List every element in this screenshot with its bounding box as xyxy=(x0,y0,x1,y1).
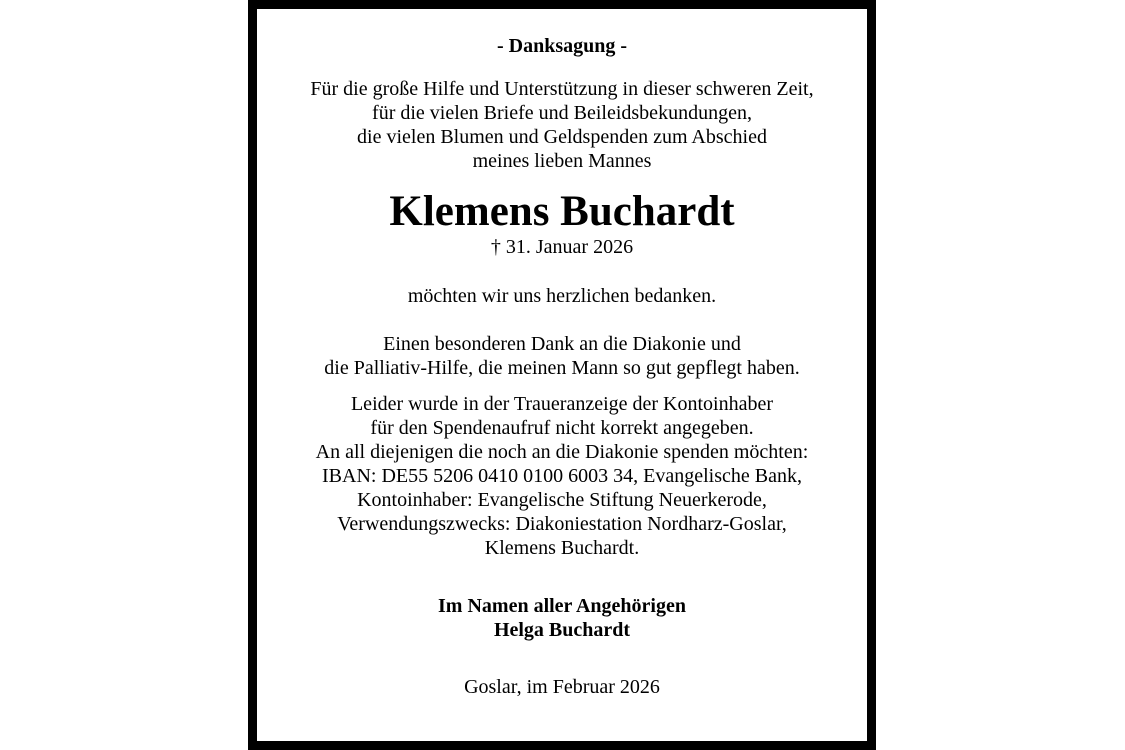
intro-line: Für die große Hilfe und Unterstützung in dieser schweren Zeit, xyxy=(310,78,814,100)
special-thanks-text xyxy=(257,332,867,380)
signature-block xyxy=(257,594,867,642)
obituary-notice xyxy=(248,0,876,750)
intro-line: für die vielen Briefe und Beileidsbekundungen, xyxy=(372,102,752,124)
thanks-text: möchten wir uns herzlichen bedanken. xyxy=(407,285,717,307)
special-thanks-line: Einen besonderen Dank an die Diakonie und xyxy=(383,333,741,355)
intro-line: die vielen Blumen und Geldspenden zum Abschied xyxy=(357,126,767,148)
notice-heading: - Danksagung - xyxy=(496,35,628,57)
notice-paper xyxy=(257,9,867,741)
correction-line: Leider wurde in der Traueranzeige der Kontoinhaber xyxy=(350,393,774,415)
intro-text xyxy=(257,77,867,173)
deceased-name: Klemens Buchardt xyxy=(389,188,735,235)
iban-line: IBAN: DE55 5206 0410 0100 6003 34, Evangelische Bank, xyxy=(322,465,802,487)
correction-text xyxy=(257,392,867,560)
intro-line: meines lieben Mannes xyxy=(472,150,652,172)
signature-line: Im Namen aller Angehörigen xyxy=(438,595,686,617)
notice-content xyxy=(257,9,867,699)
signature-name: Helga Buchardt xyxy=(493,619,631,641)
account-holder-line: Kontoinhaber: Evangelische Stiftung Neuerkerode, xyxy=(357,489,767,511)
correction-line: An all diejenigen die noch an die Diakonie spenden möchten: xyxy=(315,441,809,463)
special-thanks-line: die Palliativ-Hilfe, die meinen Mann so gut gepflegt haben. xyxy=(324,357,800,379)
purpose-line: Verwendungszwecks: Diakoniestation Nordharz-Goslar, xyxy=(337,513,787,535)
correction-line: für den Spendenaufruf nicht korrekt angegeben. xyxy=(370,417,754,439)
correction-line: Klemens Buchardt. xyxy=(484,537,640,559)
notice-border xyxy=(254,6,870,744)
death-date: † 31. Januar 2026 xyxy=(490,236,634,258)
place-date: Goslar, im Februar 2026 xyxy=(464,676,660,698)
